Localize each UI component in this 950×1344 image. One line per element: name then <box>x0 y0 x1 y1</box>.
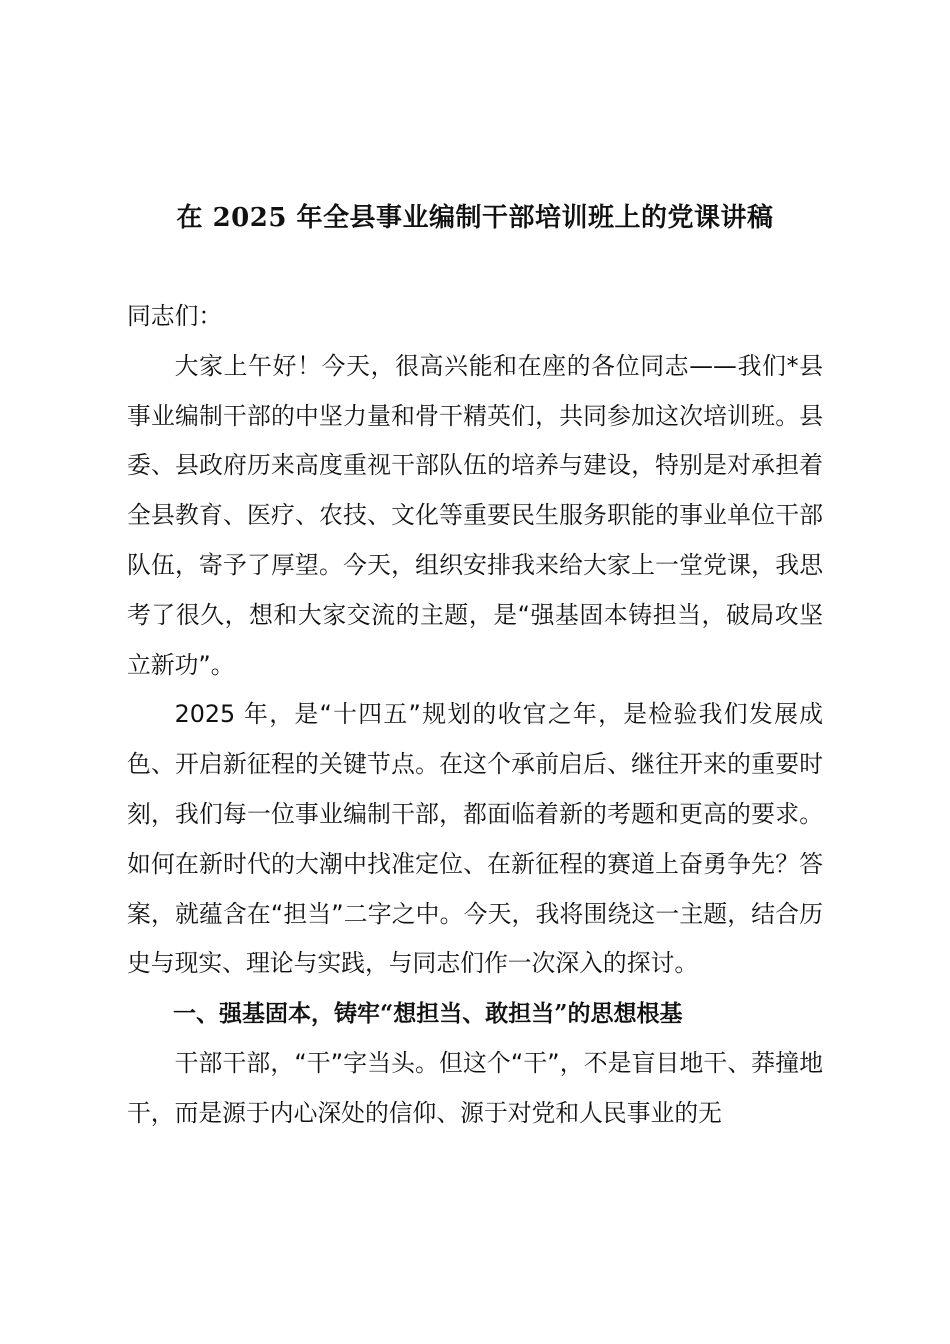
salutation: 同志们： <box>127 302 223 330</box>
document-body <box>127 292 823 1139</box>
paragraph-context: 2025 年，是“十四五”规划的收官之年，是检验我们发展成色、开启新征程的关键节点。在这个承前启后、继往开来的重要时刻，我们每一位事业编制干部，都面临着新的考题和更高的要求。如何在新时代的大潮中找准定位、在新征程的赛道上奋勇争先？答案，就蕴含在“担当”二字之中。今天，我将围绕这一主题，结合历史与现实、理论与实践，与同志们作一次深入的探讨。 <box>127 700 823 978</box>
paragraph-section-body: 干部干部，“干”字当头。但这个“干”，不是盲目地干、莽撞地干，而是源于内心深处的信仰、源于对党和人民事业的无 <box>127 1048 823 1127</box>
section-heading: 一、强基固本，铸牢“想担当、敢担当”的思想根基 <box>173 1000 683 1028</box>
document-title: 在 2025 年全县事业编制干部培训班上的党课讲稿 <box>176 203 774 233</box>
paragraph-intro: 大家上午好！今天，很高兴能和在座的各位同志——我们*县事业编制干部的中坚力量和骨干精英们，共同参加这次培训班。县委、县政府历来高度重视干部队伍的培养与建设，特别是对承担着全县教育、医疗、农技、文化等重要民生服务职能的事业单位干部队伍，寄予了厚望。今天，组织安排我来给大家上一堂党课，我思考了很久，想和大家交流的主题，是“强基固本铸担当，破局攻坚立新功”。 <box>127 351 823 679</box>
